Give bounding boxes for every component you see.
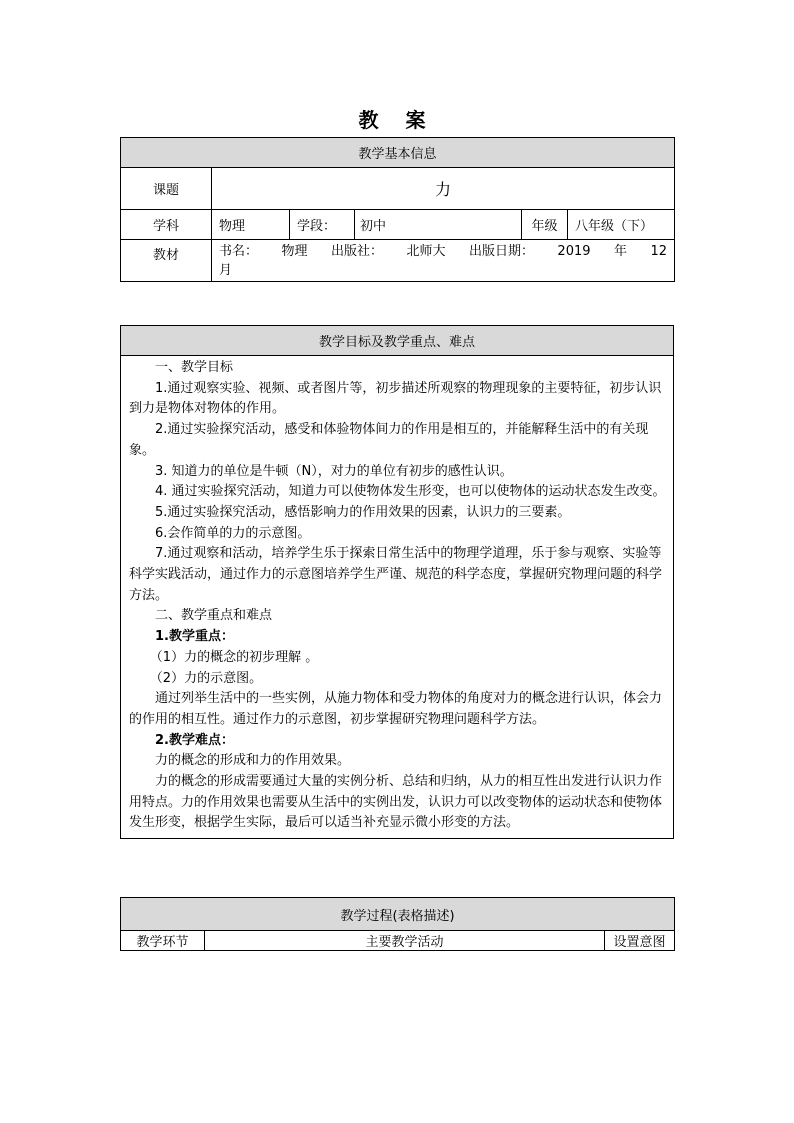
objective-line: 7.通过观察和活动，培养学生乐于探索日常生活中的物理学道理，乐于参与观察、实验等科学实践活动，通过作力的示意图培养学生严谨、规范的科学态度，掌握研究物理问题的科学方法。 — [129, 546, 663, 603]
objective-line: 5.通过实验探究活动，感悟影响力的作用效果的因素，认识力的三要素。 — [155, 504, 571, 520]
focus-item: （1）力的概念的初步理解 。 — [149, 649, 319, 665]
pubdate-month-unit: 月 — [219, 263, 233, 278]
process-col-intent: 设置意图 — [605, 931, 675, 951]
process-header: 教学过程(表格描述) — [121, 898, 675, 931]
objective-line: 二、教学重点和难点 — [155, 608, 273, 624]
focus-title: 1.教学重点： — [155, 629, 234, 645]
process-table — [120, 897, 675, 951]
pubdate-label: 出版日期： — [468, 244, 534, 259]
objectives-header: 教学目标及教学重点、难点 — [121, 326, 674, 356]
objective-line: 1.通过观察实验、视频、或者图片等，初步描述所观察的物理现象的主要特征，初步认识到力是物体对物体的作用。 — [129, 380, 662, 417]
book-name-label: 书名： — [219, 244, 259, 259]
objective-line: 3. 知道力的单位是牛顿（N），对力的单位有初步的感性认识。 — [155, 463, 513, 479]
pubdate-month: 12 — [650, 244, 668, 259]
publisher: 北师大 — [406, 244, 446, 259]
difficulty-title: 2.教学难点： — [155, 732, 234, 748]
subject-label: 学科 — [121, 210, 212, 240]
pubdate-year: 2019 — [557, 244, 591, 259]
topic-label: 课题 — [121, 168, 212, 210]
publisher-label: 出版社： — [330, 244, 383, 259]
subject-value: 物理 — [212, 210, 290, 240]
textbook-info — [212, 240, 675, 282]
stage-label: 学段： — [290, 210, 355, 240]
topic-value: 力 — [212, 168, 675, 210]
difficulty-line: 力的概念的形成和力的作用效果。 — [155, 753, 351, 769]
objectives-content — [121, 356, 674, 839]
basic-info-table — [120, 137, 675, 282]
basic-info-header: 教学基本信息 — [121, 138, 675, 168]
process-col-activity: 主要教学活动 — [205, 931, 605, 951]
focus-text: 通过列举生活中的一些实例，从施力物体和受力物体的角度对力的概念进行认识，体会力的作用的相互性。通过作力的示意图，初步掌握研究物理问题科学方法。 — [129, 691, 663, 727]
process-col-stage: 教学环节 — [121, 931, 205, 951]
grade-label: 年级 — [522, 210, 568, 240]
textbook-label: 教材 — [121, 240, 212, 282]
objective-line: 一、教学目标 — [155, 360, 234, 375]
grade-value: 八年级（下） — [568, 210, 675, 240]
objective-line: 2.通过实验探究活动，感受和体验物体间力的作用是相互的，并能解释生活中的有关现象。 — [129, 422, 649, 458]
focus-item: （2）力的示意图。 — [149, 670, 263, 686]
objective-line: 4. 通过实验探究活动，知道力可以使物体发生形变，也可以使物体的运动状态发生改变。 — [155, 484, 666, 500]
difficulty-line: 力的概念的形成需要通过大量的实例分析、总结和归纳，从力的相互性出发进行认识力作用特点。力的作用效果也需要从生活中的实例出发，认识力可以改变物体的运动状态和使物体发生形变，根据学生实际，最后可以适当补充显示微小形变的方法。 — [129, 774, 663, 831]
stage-value: 初中 — [355, 210, 522, 240]
objective-line: 6.会作简单的力的示意图。 — [155, 525, 311, 541]
objectives-table — [120, 325, 674, 839]
document-title: 教 案 — [358, 108, 436, 132]
pubdate-year-unit: 年 — [613, 244, 627, 259]
book-name: 物理 — [281, 244, 308, 259]
